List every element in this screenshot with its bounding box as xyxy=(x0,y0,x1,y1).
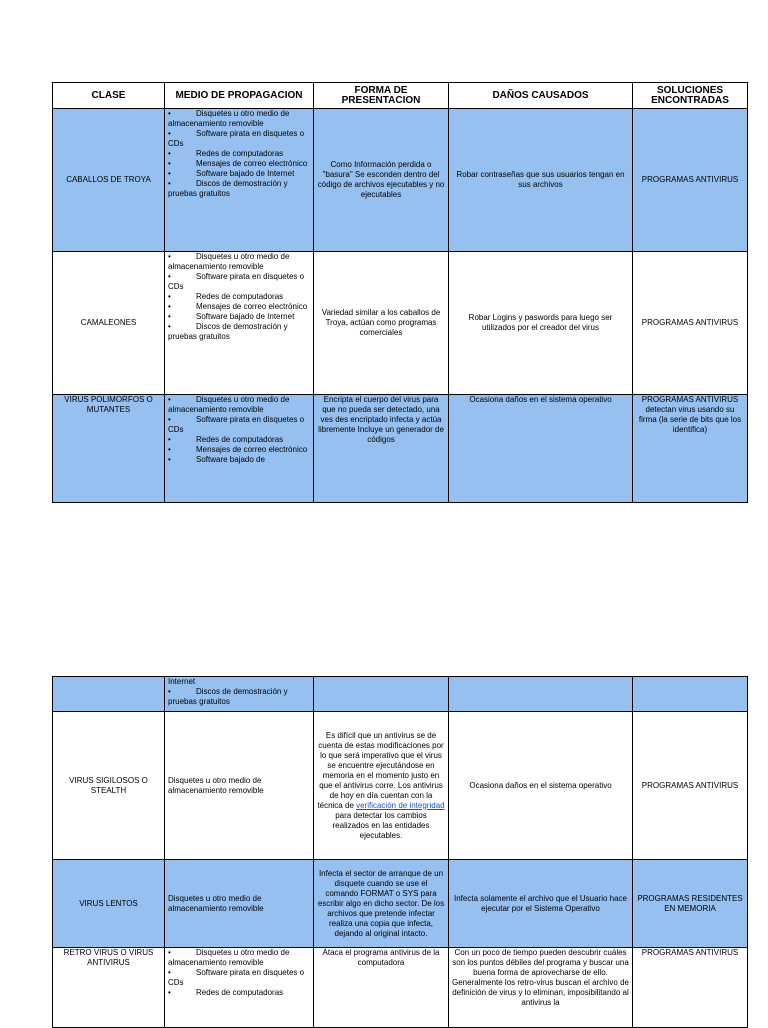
cell-danos: Ocasiona daños en el sistema operativo xyxy=(449,712,633,860)
list-item: • Software pirata en disquetes o CDs xyxy=(168,272,305,291)
header-forma: FORMA DE PRESENTACION xyxy=(314,83,449,109)
cell-forma: Variedad similar a los caballos de Troya, actúan como programas comerciales xyxy=(314,252,449,395)
row-stealth xyxy=(53,712,748,860)
cell-clase: CABALLOS DE TROYA xyxy=(53,109,165,252)
list-item: • Discos de demostración y pruebas gratuitos xyxy=(168,179,288,198)
list-item: • Mensajes de correo electrónico xyxy=(168,159,308,168)
cell-soluciones: PROGRAMAS ANTIVIRUS xyxy=(633,252,748,395)
integrity-link[interactable]: verificación de integridad xyxy=(356,800,445,810)
cell-clase: CAMALEONES xyxy=(53,252,165,395)
row-continuation xyxy=(53,677,748,712)
row-polimorfos xyxy=(53,395,748,503)
list-item: • Discos de demostración y pruebas gratuitos xyxy=(168,687,288,706)
cell-danos: Robar Logins y paswords para luego ser utilizados por el creador del virus xyxy=(449,252,633,395)
list-item: • Redes de computadoras xyxy=(168,292,284,301)
list-item: • Redes de computadoras xyxy=(168,149,284,158)
forma-text-b: para detectar los cambios realizados en las entidades ejecutables. xyxy=(332,810,430,840)
header-danos: DAÑOS CAUSADOS xyxy=(449,83,633,109)
list-item: • Disquetes u otro medio de almacenamiento removible xyxy=(168,948,290,967)
cell-medio xyxy=(165,109,314,252)
cell-medio xyxy=(165,948,314,1028)
header-medio: MEDIO DE PROPAGACION xyxy=(165,83,314,109)
cell-forma: Ataca el programa antivirus de la computadora xyxy=(314,948,449,1028)
header-clase: CLASE xyxy=(53,83,165,109)
cell-soluciones xyxy=(633,677,748,712)
list-item: • Disquetes u otro medio de almacenamiento removible xyxy=(168,395,290,414)
forma-text-a: Es difícil que un antivirus se de cuenta de estas modificaciones por lo que será imperativo que el virus se encuentre ejecutándose en memoria en el momento justo en que el antivirus corre. Los antivirus de hoy en día cuentan con la técnica de xyxy=(317,730,444,810)
cell-clase: VIRUS SIGILOSOS O STEALTH xyxy=(53,712,165,860)
cell-medio: Disquetes u otro medio de almacenamiento removible xyxy=(165,860,314,948)
cell-forma: Infecta el sector de arranque de un disquete cuando se use el comando FORMAT o SYS para escribir algo en dicho sector. De los archivos que pretende infectar realiza una copia que infecta, dejando al original intacto. xyxy=(314,860,449,948)
list-item: • Redes de computadoras xyxy=(168,435,284,444)
cell-danos xyxy=(449,677,633,712)
cell-soluciones: PROGRAMAS ANTIVIRUS detectan virus usando su firma (la serie de bits que los identifica) xyxy=(633,395,748,503)
cell-clase: VIRUS POLIMORFOS O MUTANTES xyxy=(53,395,165,503)
list-item-continued: Internet xyxy=(168,677,196,686)
list-item: • Software pirata en disquetes o CDs xyxy=(168,415,305,434)
list-item: • Mensajes de correo electrónico xyxy=(168,445,308,454)
list-item: • Redes de computadoras xyxy=(168,988,284,997)
row-caballos xyxy=(53,109,748,252)
virus-table-page2 xyxy=(52,676,748,1028)
cell-danos: Infecta solamente el archivo que el Usuario hace ejecutar por el Sistema Operativo xyxy=(449,860,633,948)
cell-soluciones: PROGRAMAS ANTIVIRUS xyxy=(633,712,748,860)
cell-danos: Con un poco de tiempo pueden descubrir cuáles son los puntos débiles del programa y buscar una buena forma de aprovecharse de ello. Generalmente los retro-virus buscan el archivo de definición de virus y lo eliminan, imposibilitando al antivirus la xyxy=(449,948,633,1028)
list-item: • Discos de demostración y pruebas gratuitos xyxy=(168,322,288,341)
cell-soluciones: PROGRAMAS ANTIVIRUS xyxy=(633,948,748,1028)
list-item: • Mensajes de correo electrónico xyxy=(168,302,308,311)
cell-medio: Disquetes u otro medio de almacenamiento removible xyxy=(165,712,314,860)
virus-table-page1 xyxy=(52,82,748,503)
cell-clase: RETRO VIRUS O VIRUS ANTIVIRUS xyxy=(53,948,165,1028)
cell-soluciones: PROGRAMAS ANTIVIRUS xyxy=(633,109,748,252)
cell-soluciones: PROGRAMAS RESIDENTES EN MEMORIA xyxy=(633,860,748,948)
cell-medio xyxy=(165,395,314,503)
list-item: • Software bajado de Internet xyxy=(168,169,295,178)
cell-danos: Ocasiona daños en el sistema operativo xyxy=(449,395,633,503)
cell-forma: Encripta el cuerpo del virus para que no pueda ser detectado, una ves des encriptado infecta y actúa libremente Incluye un generador de códigos xyxy=(314,395,449,503)
list-item: • Software bajado de xyxy=(168,455,265,464)
row-lentos xyxy=(53,860,748,948)
row-retro xyxy=(53,948,748,1028)
list-item: • Disquetes u otro medio de almacenamiento removible xyxy=(168,252,290,271)
list-item: • Software bajado de Internet xyxy=(168,312,295,321)
cell-forma xyxy=(314,712,449,860)
cell-clase: VIRUS LENTOS xyxy=(53,860,165,948)
cell-forma: Como Información perdida o "basura" Se esconden dentro del código de archivos ejecutables y no ejecutables xyxy=(314,109,449,252)
list-item: • Disquetes u otro medio de almacenamiento removible xyxy=(168,109,290,128)
row-camaleones xyxy=(53,252,748,395)
header-soluciones: SOLUCIONES ENCONTRADAS xyxy=(633,83,748,109)
list-item: • Software pirata en disquetes o CDs xyxy=(168,968,305,987)
cell-clase xyxy=(53,677,165,712)
cell-forma xyxy=(314,677,449,712)
cell-medio xyxy=(165,252,314,395)
cell-medio xyxy=(165,677,314,712)
header-row xyxy=(53,83,748,109)
list-item: • Software pirata en disquetes o CDs xyxy=(168,129,305,148)
cell-danos: Robar contraseñas que sus usuarios tengan en sus archivos xyxy=(449,109,633,252)
